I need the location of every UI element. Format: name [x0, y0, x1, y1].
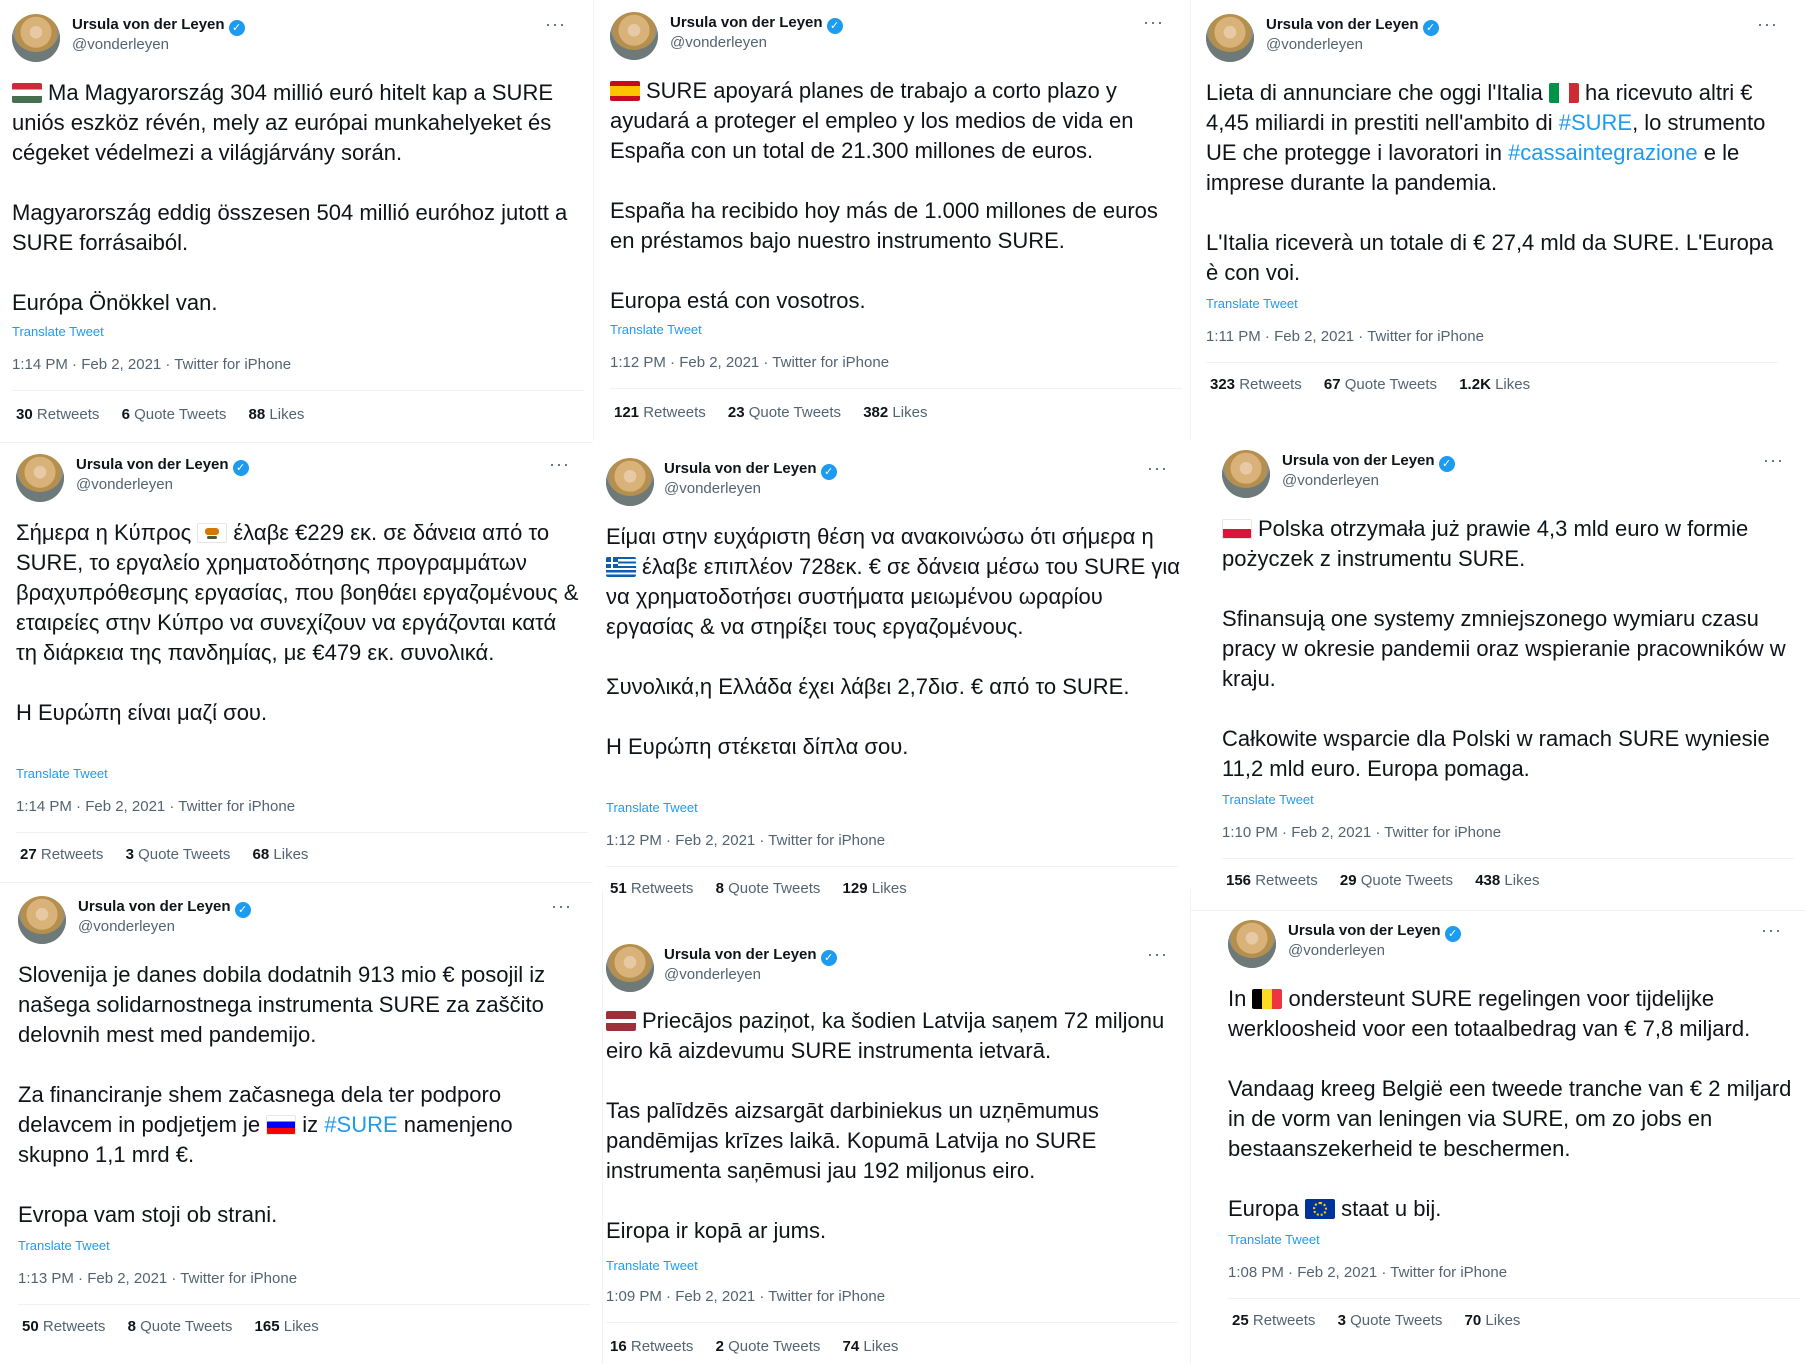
avatar[interactable]: [1222, 450, 1270, 498]
eu-flag-icon: [1305, 1199, 1335, 1219]
tweet-stats: [1210, 376, 1548, 393]
avatar[interactable]: [1228, 920, 1276, 968]
tweet-timestamp[interactable]: 1:11 PM · Feb 2, 2021 · Twitter for iPhone: [1206, 328, 1484, 345]
tweet-timestamp[interactable]: 1:10 PM · Feb 2, 2021 · Twitter for iPhone: [1222, 824, 1502, 841]
avatar[interactable]: [606, 458, 654, 506]
tweet-card[interactable]: [16, 454, 588, 874]
more-options-icon[interactable]: ···: [1143, 12, 1164, 32]
cyprus-flag-icon: [197, 523, 227, 543]
retweets-count[interactable]: 16 Retweets: [610, 1338, 694, 1355]
tweet-timestamp[interactable]: 1:14 PM · Feb 2, 2021 · Twitter for iPhone: [12, 356, 292, 373]
verified-badge-icon: ✓: [827, 18, 843, 34]
tweet-stats: [610, 880, 925, 897]
quote-tweets-count[interactable]: 2 Quote Tweets: [715, 1338, 821, 1355]
author-handle[interactable]: @vonderleyen: [72, 36, 169, 53]
translate-tweet-link[interactable]: Translate Tweet: [1228, 1232, 1320, 1247]
tweet-text: Slovenija je danes dobila dodatnih 913 mio € posojil iz našega solidarnostnega instrumenta SURE za zaščito delovnih mest med pandemijo. Za financiranje shem začasnega dela ter podporo delavcem in podjetjem je iz #SURE namenjeno skupno 1,1 mrd €. Evropa vam stoji ob strani.: [18, 960, 583, 1230]
tweet-paragraph: Európa Önökkel van.: [12, 290, 218, 315]
tweet-paragraph: Η Ευρώπη στέκεται δίπλα σου.: [606, 734, 909, 759]
divider: [606, 866, 1178, 867]
tweet-stats: [22, 1318, 337, 1335]
tweet-stats: [1232, 1312, 1538, 1329]
quote-tweets-count[interactable]: 8 Quote Tweets: [715, 880, 821, 897]
quote-tweets-count[interactable]: 67 Quote Tweets: [1323, 376, 1438, 393]
poland-flag-icon: [1222, 519, 1252, 539]
more-options-icon[interactable]: ···: [1147, 944, 1168, 964]
column-divider: [602, 890, 603, 1364]
verified-badge-icon: ✓: [1423, 20, 1439, 36]
translate-tweet-link[interactable]: Translate Tweet: [1206, 296, 1298, 311]
likes-count[interactable]: 129 Likes: [842, 880, 907, 897]
row-divider: [0, 442, 593, 443]
divider: [606, 1322, 1178, 1323]
more-options-icon[interactable]: ···: [1761, 920, 1782, 940]
tweet-paragraph: Vandaag kreeg België een tweede tranche van € 2 miljard in de vorm van leningen via SURE, om zo jobs en bestaanszekerheid te beschermen.: [1228, 1076, 1792, 1161]
author-name[interactable]: Ursula von der Leyen: [1282, 452, 1435, 469]
tweet-paragraph: España ha recibido hoy más de 1.000 millones de euros en préstamos bajo nuestro instrumento SURE.: [610, 198, 1158, 253]
retweets-count[interactable]: 50 Retweets: [22, 1318, 106, 1335]
tweet-paragraph: Priecājos paziņot, ka šodien Latvija saņem 72 miljonu eiro kā aizdevumu SURE instrumenta ietvarā.: [606, 1008, 1165, 1063]
quote-tweets-count[interactable]: 8 Quote Tweets: [127, 1318, 233, 1335]
avatar[interactable]: [1206, 14, 1254, 62]
tweet-header: [606, 944, 1186, 1004]
more-options-icon[interactable]: ···: [1147, 458, 1168, 478]
tweet-card[interactable]: [1206, 14, 1796, 404]
author-name[interactable]: Ursula von der Leyen: [78, 898, 231, 915]
tweet-timestamp[interactable]: 1:08 PM · Feb 2, 2021 · Twitter for iPhone: [1228, 1264, 1508, 1281]
more-options-icon[interactable]: ···: [545, 14, 566, 34]
retweets-count[interactable]: 323 Retweets: [1210, 376, 1302, 393]
tweet-card[interactable]: [606, 458, 1186, 898]
tweet-text: [606, 1006, 1181, 1246]
author-name[interactable]: Ursula von der Leyen: [664, 460, 817, 477]
tweet-paragraph: L'Italia riceverà un totale di € 27,4 mld da SURE. L'Europa è con voi.: [1206, 230, 1774, 285]
verified-badge-icon: ✓: [821, 464, 837, 480]
quote-tweets-count[interactable]: 29 Quote Tweets: [1339, 872, 1454, 889]
author-handle[interactable]: @vonderleyen: [1266, 36, 1363, 53]
divider: [18, 1304, 590, 1305]
likes-count[interactable]: 438 Likes: [1475, 872, 1540, 889]
tweet-text: Είμαι στην ευχάριστη θέση να ανακοινώσω ότι σήμερα η έλαβε επιπλέον 728εκ. € σε δάνεια μέσω του SURE για να χρηματοδοτήσει συστήματα μειωμένου ωραρίου εργασίας & να στηρίξει τους εργαζομένους. Συνολικά,η Ελλάδα έχει λάβει 2,7δισ. € από το SURE. Η Ευρώπη στέκεται δίπλα σου.: [606, 522, 1181, 762]
verified-badge-icon: ✓: [1439, 456, 1455, 472]
more-options-icon[interactable]: ···: [549, 454, 570, 474]
divider: [16, 832, 588, 833]
verified-badge-icon: ✓: [229, 20, 245, 36]
author-handle[interactable]: @vonderleyen: [1288, 942, 1385, 959]
tweet-card[interactable]: [1222, 450, 1802, 900]
quote-tweets-count[interactable]: 23 Quote Tweets: [727, 404, 842, 421]
author-name[interactable]: Ursula von der Leyen: [1266, 16, 1419, 33]
tweet-paragraph: SURE apoyará planes de trabajo a corto plazo y ayudará a proteger el empleo y los medios de vida en España con un total de 21.300 millones de euros.: [610, 78, 1134, 163]
tweet-header: [16, 454, 588, 514]
hashtag-link[interactable]: #SURE: [324, 1112, 398, 1137]
tweet-paragraph: Eiropa ir kopā ar jums.: [606, 1218, 827, 1243]
author-handle[interactable]: @vonderleyen: [664, 480, 761, 497]
tweet-paragraph: Η Ευρώπη είναι μαζί σου.: [16, 700, 268, 725]
tweet-paragraph: Ma Magyarország 304 millió euró hitelt kap a SURE uniós eszköz révén, mely az európai munkahelyeket és cégeket védelmezi a világjárvány során.: [12, 80, 554, 165]
tweet-card[interactable]: [606, 944, 1186, 1360]
tweet-paragraph: Evropa vam stoji ob strani.: [18, 1202, 278, 1227]
divider: [1228, 1298, 1800, 1299]
likes-count[interactable]: 382 Likes: [863, 404, 928, 421]
verified-badge-icon: ✓: [235, 902, 251, 918]
author-handle[interactable]: @vonderleyen: [1282, 472, 1379, 489]
more-options-icon[interactable]: ···: [551, 896, 572, 916]
tweet-paragraph: Europa está con vosotros.: [610, 288, 866, 313]
verified-badge-icon: ✓: [233, 460, 249, 476]
tweet-card[interactable]: [18, 896, 590, 1356]
spain-flag-icon: [610, 81, 640, 101]
tweet-card[interactable]: [610, 12, 1182, 432]
tweet-text: [1222, 514, 1797, 784]
tweet-header: [1228, 920, 1800, 980]
tweet-text: Σήμερα η Κύπρος έλαβε €229 εκ. σε δάνεια από το SURE, το εργαλείο χρηματοδότησης προγραμμάτων βραχυπρόθεσμης εργασίας, που βοηθάει εργαζομένους & εταιρείες στην Κύπρο να συνεχίζουν να εργάζονται κατά τη διάρκεια της πανδημίας, με €479 εκ. συνολικά. Η Ευρώπη είναι μαζί σου.: [16, 518, 581, 728]
tweet-timestamp[interactable]: 1:09 PM · Feb 2, 2021 · Twitter for iPhone: [606, 1288, 886, 1305]
translate-tweet-link[interactable]: Translate Tweet: [606, 800, 698, 815]
slovenia-flag-icon: [266, 1115, 296, 1135]
author-name[interactable]: Ursula von der Leyen: [1288, 922, 1441, 939]
tweet-stats: [610, 1338, 916, 1355]
translate-tweet-link[interactable]: Translate Tweet: [1222, 792, 1314, 807]
author-handle[interactable]: @vonderleyen: [664, 966, 761, 983]
quote-tweets-count[interactable]: 3 Quote Tweets: [125, 846, 231, 863]
author-handle[interactable]: @vonderleyen: [78, 918, 175, 935]
tweet-header: [12, 14, 584, 74]
avatar[interactable]: [16, 454, 64, 502]
retweets-count[interactable]: 51 Retweets: [610, 880, 694, 897]
likes-count[interactable]: 1.2K Likes: [1459, 376, 1531, 393]
hashtag-link[interactable]: #SURE: [1558, 110, 1633, 135]
retweets-count[interactable]: 156 Retweets: [1226, 872, 1318, 889]
latvia-flag-icon: [606, 1011, 636, 1031]
tweet-card[interactable]: [12, 14, 584, 434]
tweet-stats: [614, 404, 945, 421]
greece-flag-icon: [606, 557, 636, 577]
retweets-count[interactable]: 30 Retweets: [16, 406, 100, 423]
avatar[interactable]: [606, 944, 654, 992]
quote-tweets-count[interactable]: 3 Quote Tweets: [1337, 1312, 1443, 1329]
row-divider: [0, 882, 593, 883]
likes-count[interactable]: 88 Likes: [248, 406, 305, 423]
tweet-text: In ondersteunt SURE regelingen voor tijdelijke werkloosheid voor een totaalbedrag van € 7,8 miljard. Vandaag kreeg België een tweede tranche van € 2 miljard in de vorm van leningen via SURE, om zo jobs en bestaanszekerheid te beschermen. Europa staat u bij.: [1228, 986, 1792, 1221]
column-divider: [593, 0, 594, 440]
author-name[interactable]: Ursula von der Leyen: [72, 16, 225, 33]
author-name[interactable]: Ursula von der Leyen: [670, 14, 823, 31]
tweet-header: [18, 896, 590, 956]
translate-tweet-link[interactable]: Translate Tweet: [12, 324, 104, 339]
author-handle[interactable]: @vonderleyen: [76, 476, 173, 493]
tweet-text: [610, 76, 1175, 316]
tweet-card[interactable]: [1228, 920, 1800, 1360]
divider: [1222, 858, 1794, 859]
tweet-paragraph: Συνολικά,η Ελλάδα έχει λάβει 2,7δισ. € από το SURE.: [606, 674, 1130, 699]
tweet-paragraph: Magyarország eddig összesen 504 millió euróhoz jutott a SURE forrásaiból.: [12, 200, 568, 255]
tweet-timestamp[interactable]: 1:14 PM · Feb 2, 2021 · Twitter for iPhone: [16, 798, 296, 815]
hashtag-link[interactable]: #cassaintegrazione: [1508, 140, 1698, 165]
belgium-flag-icon: [1252, 989, 1282, 1009]
translate-tweet-link[interactable]: Translate Tweet: [16, 766, 108, 781]
tweet-paragraph: Całkowite wsparcie dla Polski w ramach SURE wyniesie 11,2 mld euro. Europa pomaga.: [1222, 726, 1770, 781]
author-name[interactable]: Ursula von der Leyen: [76, 456, 229, 473]
column-divider: [1190, 0, 1191, 440]
tweet-header: [1222, 450, 1802, 510]
tweet-paragraph: Polska otrzymała już prawie 4,3 mld euro w formie pożyczek z instrumentu SURE.: [1222, 516, 1749, 571]
hungary-flag-icon: [12, 83, 42, 103]
avatar[interactable]: [12, 14, 60, 62]
italy-flag-icon: [1549, 83, 1579, 103]
column-divider: [1190, 890, 1191, 1364]
divider: [610, 388, 1182, 389]
likes-count[interactable]: 165 Likes: [254, 1318, 319, 1335]
likes-count[interactable]: 70 Likes: [1464, 1312, 1521, 1329]
quote-tweets-count[interactable]: 6 Quote Tweets: [121, 406, 227, 423]
more-options-icon[interactable]: ···: [1763, 450, 1784, 470]
translate-tweet-link[interactable]: Translate Tweet: [606, 1258, 698, 1273]
retweets-count[interactable]: 25 Retweets: [1232, 1312, 1316, 1329]
verified-badge-icon: ✓: [1445, 926, 1461, 942]
more-options-icon[interactable]: ···: [1757, 14, 1778, 34]
tweet-timestamp[interactable]: 1:12 PM · Feb 2, 2021 · Twitter for iPhone: [610, 354, 890, 371]
tweet-text: [12, 78, 577, 318]
tweet-paragraph: Sfinansują one systemy zmniejszonego wymiaru czasu pracy w okresie pandemii oraz wspieranie pracowników w kraju.: [1222, 606, 1786, 691]
retweets-count[interactable]: 121 Retweets: [614, 404, 706, 421]
translate-tweet-link[interactable]: Translate Tweet: [610, 322, 702, 337]
translate-tweet-link[interactable]: Translate Tweet: [18, 1238, 110, 1253]
avatar[interactable]: [18, 896, 66, 944]
tweet-timestamp[interactable]: 1:12 PM · Feb 2, 2021 · Twitter for iPhone: [606, 832, 886, 849]
tweet-text: Lieta di annunciare che oggi l'Italia ha ricevuto altri € 4,45 miliardi in prestiti nell'ambito di #SURE, lo strumento UE che protegge i lavoratori in #cassaintegrazione e le imprese durante la pandemia. L'Italia riceverà un totale di € 27,4 mld da SURE. L'Europa è con voi.: [1206, 78, 1786, 288]
tweet-header: [610, 12, 1182, 72]
divider: [1206, 362, 1778, 363]
tweet-paragraph: Slovenija je danes dobila dodatnih 913 mio € posojil iz našega solidarnostnega instrumenta SURE za zaščito delovnih mest med pandemijo.: [18, 962, 546, 1047]
tweet-header: [1206, 14, 1796, 74]
verified-badge-icon: ✓: [821, 950, 837, 966]
tweet-paragraph: Tas palīdzēs aizsargāt darbiniekus un uzņēmumus pandēmijas krīzes laikā. Kopumā Latvija no SURE instrumenta saņēmusi jau 192 miljonus eiro.: [606, 1098, 1099, 1183]
author-name[interactable]: Ursula von der Leyen: [664, 946, 817, 963]
tweet-timestamp[interactable]: 1:13 PM · Feb 2, 2021 · Twitter for iPhone: [18, 1270, 298, 1287]
divider: [12, 390, 584, 391]
likes-count[interactable]: 68 Likes: [252, 846, 309, 863]
author-handle[interactable]: @vonderleyen: [670, 34, 767, 51]
avatar[interactable]: [610, 12, 658, 60]
tweet-header: [606, 458, 1186, 518]
tweet-stats: [20, 846, 326, 863]
tweet-stats: [16, 406, 322, 423]
retweets-count[interactable]: 27 Retweets: [20, 846, 104, 863]
likes-count[interactable]: 74 Likes: [842, 1338, 899, 1355]
row-divider: [1190, 910, 1805, 911]
tweet-stats: [1226, 872, 1557, 889]
